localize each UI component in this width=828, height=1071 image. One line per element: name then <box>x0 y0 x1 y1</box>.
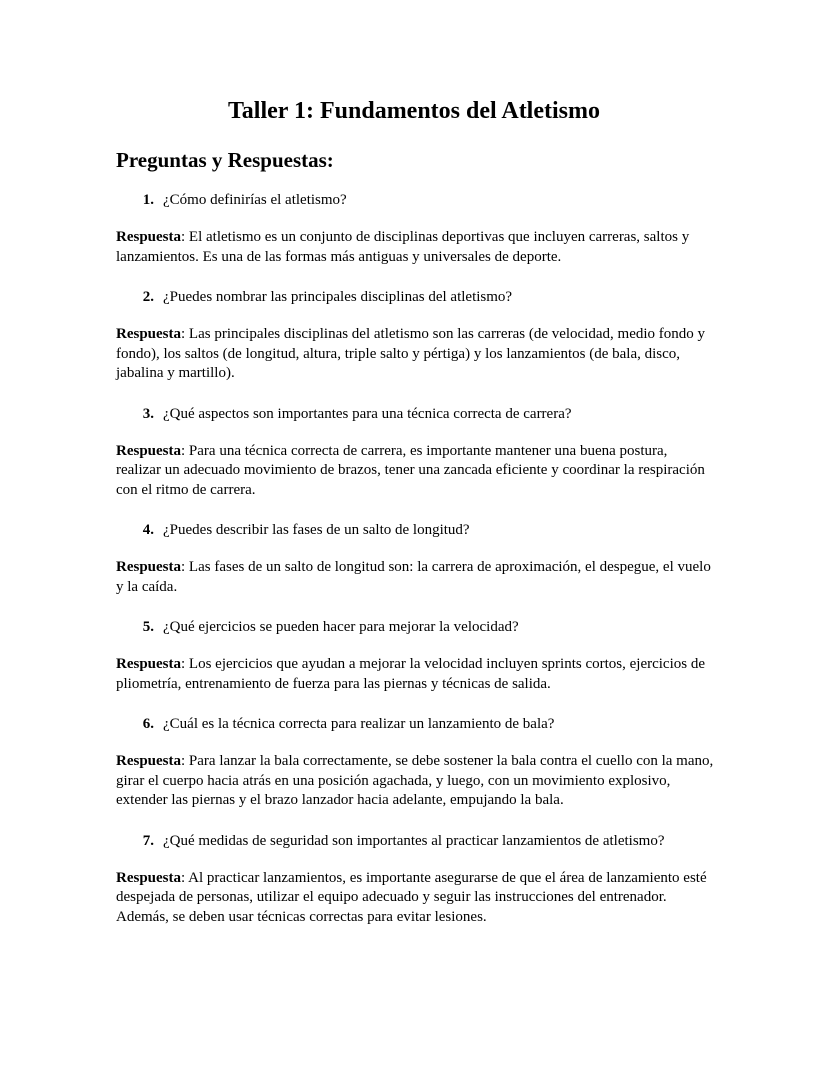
qa-item <box>116 287 716 384</box>
answer-text: : El atletismo es un conjunto de disciplinas deportivas que incluyen carreras, saltos y lanzamientos. Es una de las formas más antiguas y universales de deporte. <box>116 229 690 265</box>
qa-item <box>116 404 716 501</box>
question <box>116 190 716 210</box>
question-text: ¿Puedes describir las fases de un salto de longitud? <box>163 522 470 538</box>
question-number: 3. <box>142 405 154 422</box>
answer-text: : Al practicar lanzamientos, es importante asegurarse de que el área de lanzamiento esté despejada de personas, utilizar el equipo adecuado y seguir las instrucciones del entrenador. Además, se deben usar técnicas correctas para evitar lesiones. <box>116 869 707 925</box>
answer-label: Respuesta <box>116 869 182 886</box>
question-number: 6. <box>142 716 154 732</box>
question-number: 2. <box>142 289 154 305</box>
answer-label: Respuesta <box>116 442 182 459</box>
question <box>116 287 716 307</box>
answer <box>116 325 716 384</box>
answer-label: Respuesta <box>116 656 182 672</box>
question-text: ¿Qué ejercicios se pueden hacer para mejorar la velocidad? <box>163 619 519 635</box>
answer-label: Respuesta <box>116 753 182 769</box>
question-number: 1. <box>142 192 154 208</box>
section-heading: Preguntas y Respuestas: <box>116 148 334 172</box>
question <box>116 617 716 637</box>
question <box>116 831 716 851</box>
answer-label: Respuesta <box>116 229 182 245</box>
question-text: ¿Cuál es la técnica correcta para realizar un lanzamiento de bala? <box>163 716 555 732</box>
question-text: ¿Qué aspectos son importantes para una técnica correcta de carrera? <box>163 405 572 422</box>
question <box>116 404 716 424</box>
answer <box>116 558 716 597</box>
question-text: ¿Puedes nombrar las principales disciplinas del atletismo? <box>163 289 513 305</box>
answer <box>116 752 716 811</box>
answer-text: : Las principales disciplinas del atletismo son las carreras (de velocidad, medio fondo y fondo), los saltos (de longitud, altura, triple salto y pértiga) y los lanzamientos (de bala, disco, jabalina y martillo). <box>116 326 706 381</box>
question-number: 5. <box>142 619 154 635</box>
answer <box>116 869 716 928</box>
qa-item <box>116 190 716 267</box>
question-number: 7. <box>142 832 154 849</box>
answer-text: : Para una técnica correcta de carrera, es importante mantener una buena postura, realizar un adecuado movimiento de brazos, tener una zancada eficiente y coordinar la respiración con el ritmo de carrera. <box>116 442 705 498</box>
answer-text: : Para lanzar la bala correctamente, se debe sostener la bala contra el cuello con la mano, girar el cuerpo hacia atrás en una posición agachada, y luego, con un movimiento explosivo, extender las piernas y el brazo lanzador hacia adelante, empujando la bala. <box>116 753 714 808</box>
answer <box>116 442 716 501</box>
question-text: ¿Cómo definirías el atletismo? <box>163 192 347 208</box>
qa-item <box>116 831 716 928</box>
qa-item <box>116 714 716 811</box>
question-text: ¿Qué medidas de seguridad son importantes al practicar lanzamientos de atletismo? <box>163 832 665 849</box>
answer <box>116 655 716 694</box>
answer <box>116 228 716 267</box>
qa-list <box>116 190 716 947</box>
question <box>116 714 716 734</box>
answer-label: Respuesta <box>116 559 182 575</box>
answer-text: : Los ejercicios que ayudan a mejorar la velocidad incluyen sprints cortos, ejercicios de pliometría, entrenamiento de fuerza para las piernas y técnicas de salida. <box>116 656 705 692</box>
answer-label: Respuesta <box>116 326 182 342</box>
qa-item <box>116 520 716 597</box>
qa-item <box>116 617 716 694</box>
question-number: 4. <box>142 522 154 538</box>
document-title: Taller 1: Fundamentos del Atletismo <box>227 98 600 124</box>
answer-text: : Las fases de un salto de longitud son: la carrera de aproximación, el despegue, el vuelo y la caída. <box>116 559 711 595</box>
question <box>116 520 716 540</box>
